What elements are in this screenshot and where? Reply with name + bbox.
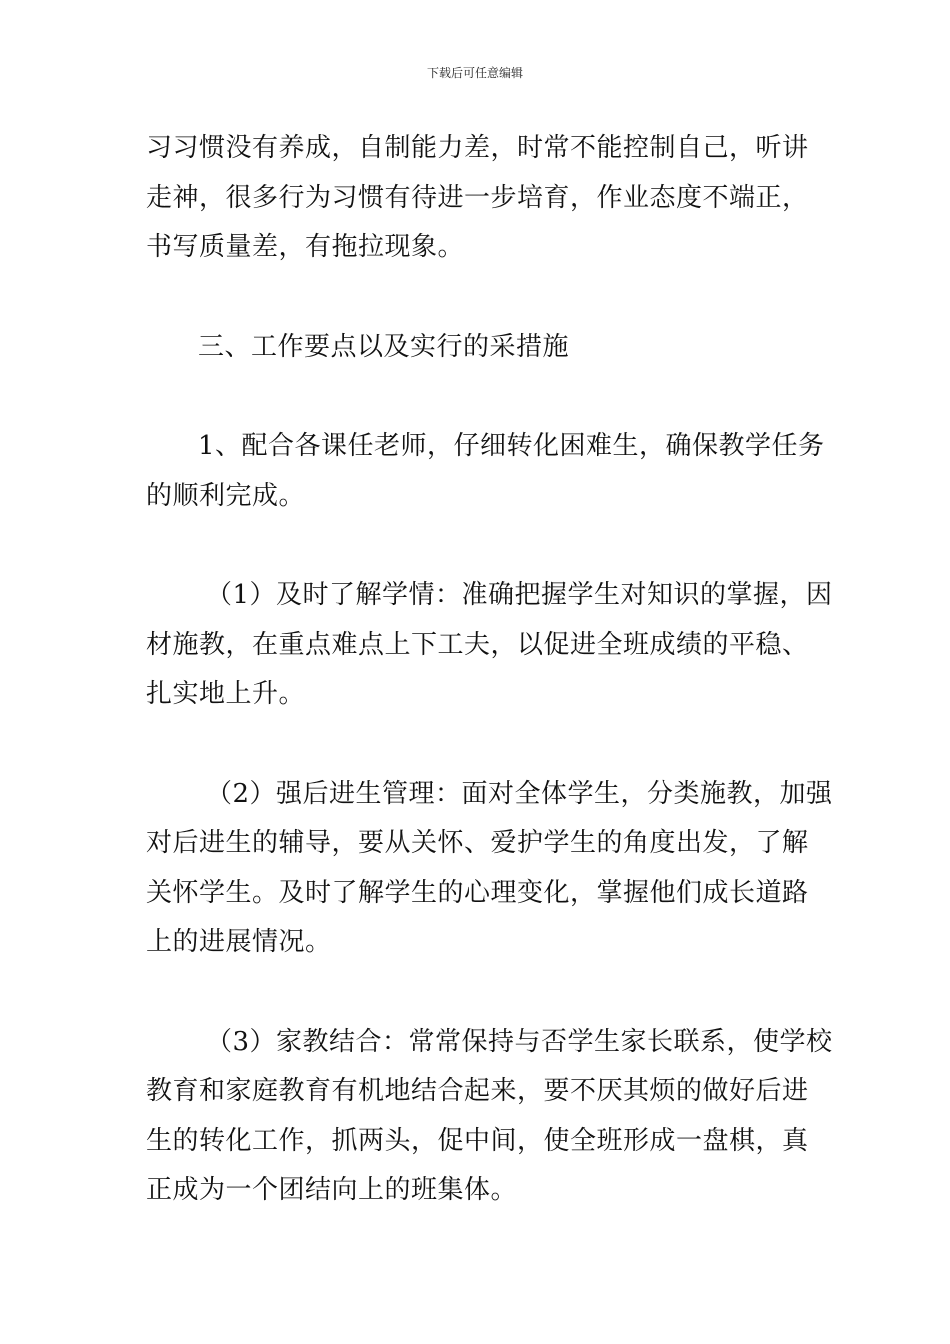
- paragraph-gap: [146, 720, 812, 770]
- paragraph-gap: [146, 521, 812, 571]
- text-line: 走神，很多行为习惯有待进一步培育，作业态度不端正，: [146, 182, 809, 213]
- paragraph-gap: [146, 968, 812, 1018]
- text-line: 材施教，在重点难点上下工夫，以促进全班成绩的平稳、: [146, 629, 809, 660]
- text-line: 习习惯没有养成，自制能力差，时常不能控制自己，听讲: [146, 133, 809, 163]
- text-line: 关怀学生。及时了解学生的心理变化，掌握他们成长道路: [146, 877, 809, 908]
- text-line: 上的进展情况。: [146, 927, 332, 957]
- text-line: 的顺利完成。: [146, 480, 306, 511]
- text-line: 生的转化工作，抓两头，促中间，使全班形成一盘棋，真: [146, 1125, 809, 1156]
- paragraph-subitem-1: [146, 571, 833, 720]
- text-line: （3）家教结合：常常保持与否学生家长联系，使学校: [206, 1026, 833, 1057]
- text-line: 扎实地上升。: [146, 679, 306, 709]
- text-line: 书写质量差，有拖拉现象。: [146, 232, 465, 262]
- section-heading: [146, 323, 812, 373]
- paragraph-gap: [146, 273, 812, 323]
- text-line: （1）及时了解学情：准确把握学生对知识的掌握，因: [206, 580, 833, 610]
- page-header: 下载后可任意编辑: [426, 66, 523, 80]
- paragraph-subitem-3: [146, 1018, 833, 1216]
- text-line: 教育和家庭教育有机地结合起来，要不厌其烦的做好后进: [146, 1076, 809, 1106]
- text-line: （2）强后进生管理：面对全体学生，分类施教，加强: [206, 778, 833, 809]
- document-body: [146, 124, 833, 1216]
- text-line: 正成为一个团结向上的班集体。: [146, 1175, 518, 1205]
- paragraph-gap: [146, 372, 812, 422]
- paragraph-item-1: [146, 422, 825, 521]
- heading-line: 三、工作要点以及实行的采措施: [198, 331, 570, 362]
- paragraph-continuation: [146, 124, 812, 273]
- text-line: 对后进生的辅导，要从关怀、爱护学生的角度出发，了解: [146, 828, 809, 858]
- text-line: 1、配合各课任老师，仔细转化困难生，确保教学任务: [198, 431, 825, 461]
- paragraph-subitem-2: [146, 770, 833, 968]
